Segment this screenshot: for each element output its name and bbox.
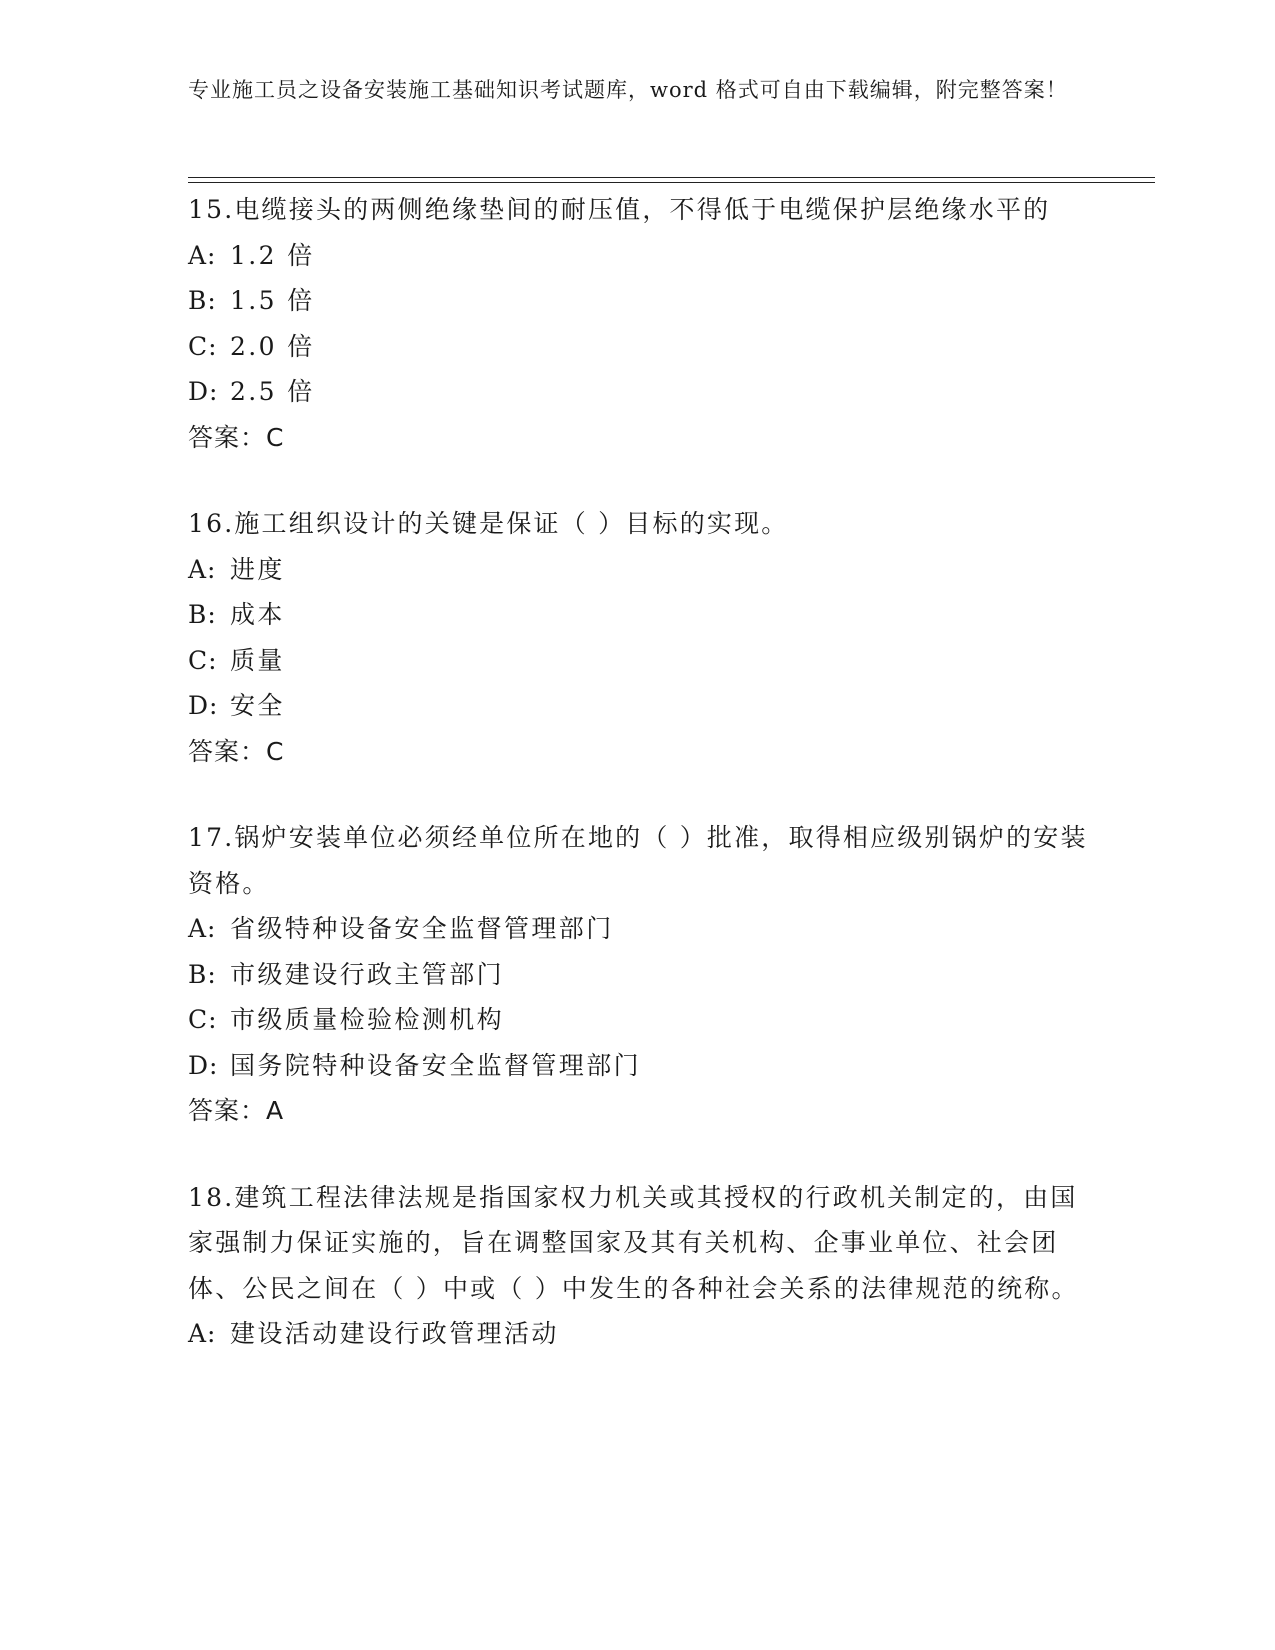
document-header: 专业施工员之设备安装施工基础知识考试题库，word 格式可自由下载编辑，附完整答案！ — [188, 78, 1068, 102]
option-letter: A: — [188, 1319, 217, 1348]
option-letter: A: — [188, 240, 217, 270]
option-text: 1.5 倍 — [230, 286, 315, 315]
option-letter: D: — [188, 691, 219, 720]
option-a — [188, 547, 1088, 593]
option-text: 成本 — [230, 600, 285, 629]
option-text: 安全 — [230, 691, 285, 720]
option-text: 国务院特种设备安全监督管理部门 — [230, 1050, 642, 1080]
question-text: 15.电缆接头的两侧绝缘垫间的耐压值，不得低于电缆保护层绝缘水平的 — [188, 195, 1051, 224]
option-b — [188, 952, 1088, 998]
option-a — [188, 1311, 1088, 1357]
option-text: 建设活动建设行政管理活动 — [230, 1319, 559, 1348]
option-letter: D: — [188, 1050, 219, 1080]
option-letter: C: — [188, 645, 218, 675]
option-text: 市级建设行政主管部门 — [230, 959, 505, 989]
option-text: 2.5 倍 — [230, 377, 315, 406]
option-letter: A: — [188, 554, 217, 584]
option-c — [188, 997, 1088, 1043]
question-text: 17.锅炉安装单位必须经单位所在地的（ ）批准，取得相应级别锅炉的安装资格。 — [188, 823, 1088, 898]
answer-line: 答案：C — [188, 422, 285, 452]
header-divider-top — [188, 177, 1155, 178]
option-text: 2.0 倍 — [230, 331, 315, 361]
option-d — [188, 683, 1088, 729]
option-letter: C: — [188, 331, 218, 361]
option-text: 省级特种设备安全监督管理部门 — [230, 914, 614, 943]
option-letter: B: — [188, 600, 217, 629]
option-letter: A: — [188, 914, 217, 943]
answer-line: 答案：A — [188, 1096, 285, 1125]
question-16 — [188, 501, 1088, 774]
option-b — [188, 278, 1088, 324]
question-17 — [188, 815, 1088, 1134]
option-a — [188, 906, 1088, 952]
option-a — [188, 233, 1088, 279]
question-15 — [188, 187, 1088, 460]
option-letter: C: — [188, 1005, 218, 1034]
option-text: 1.2 倍 — [230, 240, 315, 270]
option-c — [188, 324, 1088, 370]
option-d — [188, 1043, 1088, 1089]
question-text: 18.建筑工程法律法规是指国家权力机关或其授权的行政机关制定的，由国家强制力保证实施的，旨在调整国家及其有关机构、企事业单位、社会团体、公民之间在（ ）中或（ ）中发生的各种社会关系的法律规范的统称。 — [188, 1182, 1079, 1303]
header-divider-bottom — [188, 182, 1155, 183]
option-letter: B: — [188, 959, 217, 989]
question-18 — [188, 1175, 1088, 1357]
question-list — [188, 187, 1088, 1398]
option-letter: B: — [188, 286, 217, 315]
option-d — [188, 369, 1088, 415]
option-c — [188, 638, 1088, 684]
option-text: 质量 — [230, 645, 285, 675]
option-text: 市级质量检验检测机构 — [230, 1005, 505, 1034]
option-text: 进度 — [230, 554, 285, 584]
answer-line: 答案：C — [188, 736, 285, 766]
option-b — [188, 592, 1088, 638]
question-text: 16.施工组织设计的关键是保证（ ）目标的实现。 — [188, 509, 789, 538]
option-letter: D: — [188, 377, 219, 406]
